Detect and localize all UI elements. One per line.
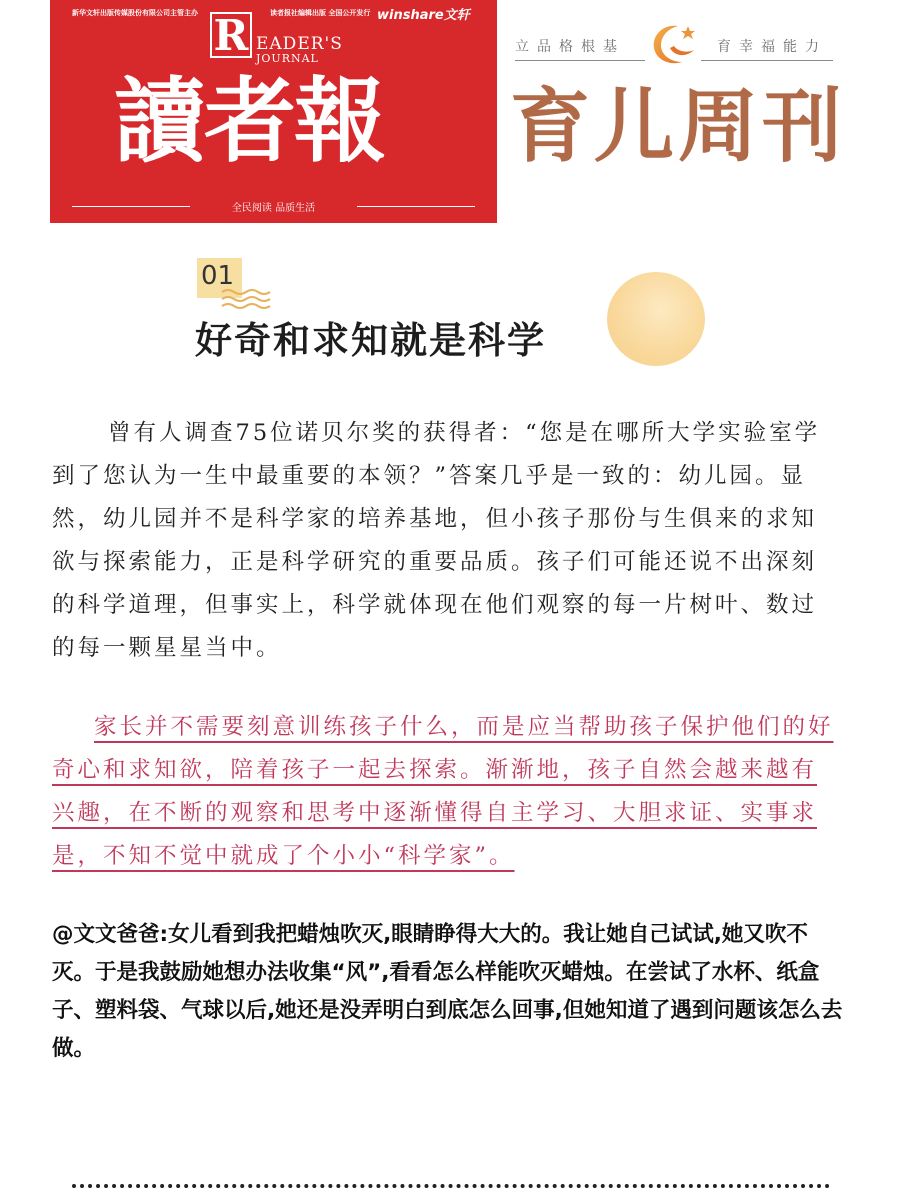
edition-text: 读者报社编辑出版 全国公开发行 [270,9,371,17]
publisher-text: 新华文轩出版传媒股份有限公司主管主办 [72,9,198,17]
dotted-divider [72,1184,830,1188]
indent [52,706,94,749]
slogan-divider-right [357,206,475,207]
sun-circle-decoration [607,272,705,366]
readers-journal-name: EADER'S [256,34,343,54]
section-title: 好奇和求知就是科学 [195,319,546,362]
parent-quote: @文文爸爸:女儿看到我把蜡烛吹灭,眼睛睁得大大的。我让她自己试试,她又吹不灭。于是我鼓励她想办法收集“风”,看看怎么样能吹灭蜡烛。在尝试了水杯、纸盒子、塑料袋、气球以后,她还是没弄明白到底怎么回事,但她知道了遇到问题该怎么去做。 [52,922,843,1061]
section-number: 01 [201,261,235,291]
motto-right: 育幸福能力 [717,39,827,55]
wave-decoration-icon [220,286,272,310]
paragraph-1-text: 曾有人调查75位诺贝尔奖的获得者：“您是在哪所大学实验室学到了您认为一生中最重要的本领？”答案几乎是一致的：幼儿园。显然，幼儿园并不是科学家的培养基地，但小孩子那份与生俱来的求知欲与探索能力，正是科学研究的重要品质。孩子们可能还说不出深刻的科学道理，但事实上，科学就体现在他们观察的每一片树叶、数过的每一颗星星当中。 [52,420,821,661]
weekly-title: 育儿周刊 [510,80,846,173]
article-paragraph-1 [52,412,842,670]
masthead-slogan: 全民阅读 品质生活 [231,203,316,214]
readers-journal-initial: R [210,12,252,58]
masthead-banner [50,0,497,223]
article-paragraph-2 [52,706,842,878]
readers-journal-subtitle: JOURNAL [256,52,319,65]
masthead-top-strip [50,6,497,23]
masthead-title: 讀者報 [114,67,385,175]
brand-logo: winshare文轩 [377,8,470,23]
motto-underline-right [701,60,833,61]
masthead-slogan-row [72,198,475,214]
paragraph-2-text: 家长并不需要刻意训练孩子什么，而是应当帮助孩子保护他们的好奇心和求知欲，陪着孩子一起去探索。渐渐地，孩子自然会越来越有兴趣，在不断的观察和思考中逐渐懂得自主学习、大胆求证、实事求是，不知不觉中就成了个小小“科学家”。 [52,714,834,869]
weekly-logo-icon [648,20,700,68]
motto-underline-left [515,60,645,61]
motto-left: 立品格根基 [515,39,625,55]
